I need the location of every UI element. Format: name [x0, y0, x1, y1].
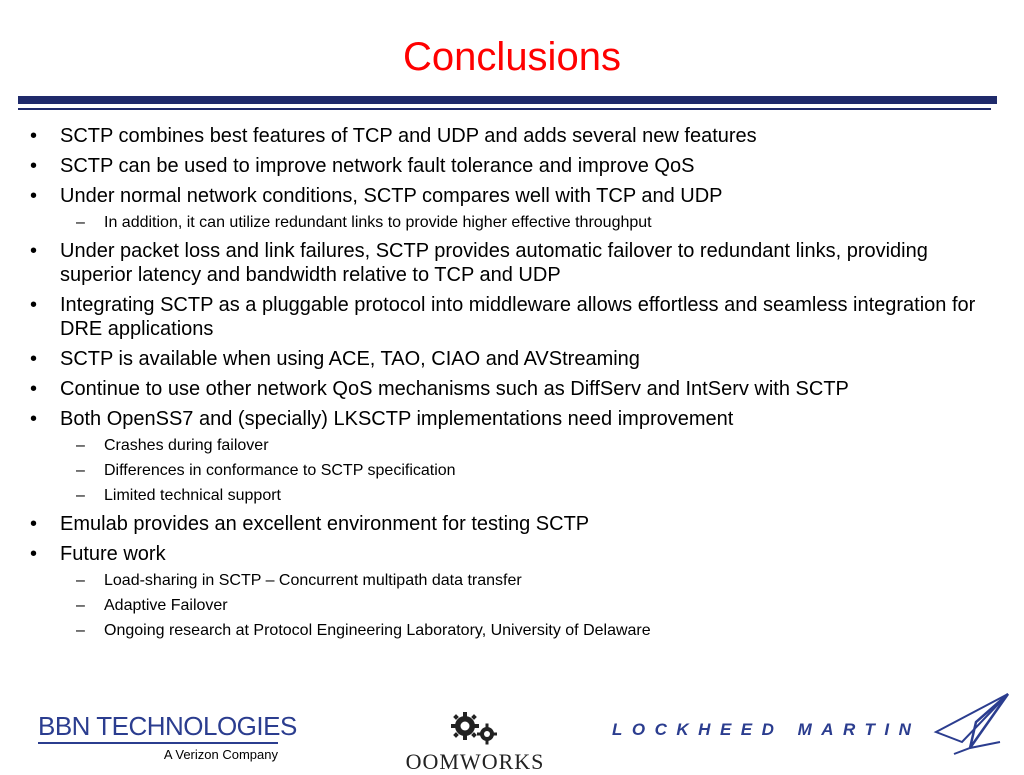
sub-bullet-marker: – — [76, 462, 85, 479]
bullet-text: SCTP is available when using ACE, TAO, CIAO and AVStreaming — [60, 348, 640, 370]
sub-bullet-item — [26, 571, 986, 591]
bbn-logo — [38, 712, 297, 762]
bullet-item — [26, 293, 986, 341]
title-divider-thin — [18, 108, 991, 110]
bullet-text: Differences in conformance to SCTP specification — [104, 462, 456, 479]
gears-icon — [445, 710, 505, 746]
sub-bullet-item — [26, 213, 986, 233]
bullet-item — [26, 347, 986, 371]
bullet-marker: • — [30, 240, 38, 262]
bullet-item — [26, 377, 986, 401]
lockheed-martin-logo-name: LOCKHEED MARTIN — [612, 720, 921, 739]
bullet-marker: • — [30, 125, 38, 147]
bullet-marker: • — [30, 348, 38, 370]
bullet-marker: • — [30, 155, 38, 177]
bbn-logo-tagline: A Verizon Company — [163, 747, 278, 762]
bullet-marker: • — [30, 378, 38, 400]
bullet-marker: • — [30, 513, 38, 535]
bbn-logo-rule — [38, 742, 278, 744]
lockheed-star-icon — [930, 692, 1012, 758]
bullet-text: Adaptive Failover — [104, 597, 228, 614]
sub-bullet-item — [26, 461, 986, 481]
bullet-text: Under packet loss and link failures, SCTP provides automatic failover to redundant links, providing superior latency and bandwidth relative to TCP and UDP — [60, 240, 928, 286]
bullet-text: Crashes during failover — [104, 437, 269, 454]
bullet-text: Both OpenSS7 and (specially) LKSCTP implementations need improvement — [60, 408, 734, 430]
bullet-text: Under normal network conditions, SCTP compares well with TCP and UDP — [60, 185, 723, 207]
sub-bullet-item — [26, 596, 986, 616]
bullet-text: In addition, it can utilize redundant links to provide higher effective throughput — [104, 214, 652, 231]
bullet-text: Ongoing research at Protocol Engineering Laboratory, University of Delaware — [104, 622, 651, 639]
sub-bullet-marker: – — [76, 572, 85, 589]
bullet-marker: • — [30, 185, 38, 207]
bullet-item — [26, 512, 986, 536]
sub-bullet-item — [26, 486, 986, 506]
bullet-item — [26, 124, 986, 148]
sub-bullet-marker: – — [76, 597, 85, 614]
sub-bullet-marker: – — [76, 214, 85, 231]
bbn-logo-name: BBN TECHNOLOGIES — [38, 711, 297, 741]
bullet-item — [26, 542, 986, 566]
bullet-text: Integrating SCTP as a pluggable protocol into middleware allows effortless and seamless integration for DRE applications — [60, 294, 976, 340]
bullet-text: SCTP combines best features of TCP and UDP and adds several new features — [60, 125, 757, 147]
footer-logos — [0, 700, 1024, 774]
title-divider-thick — [18, 96, 997, 104]
bullet-text: Limited technical support — [104, 487, 281, 504]
sub-bullet-item — [26, 436, 986, 456]
lockheed-martin-logo — [612, 692, 1012, 762]
bullet-list — [26, 124, 986, 647]
bullet-text: SCTP can be used to improve network fault tolerance and improve QoS — [60, 155, 695, 177]
sub-bullet-marker: – — [76, 437, 85, 454]
oomworks-logo-name: OOMWORKS — [405, 749, 545, 774]
bullet-marker: • — [30, 543, 38, 565]
bullet-text: Future work — [60, 543, 166, 565]
bullet-item — [26, 184, 986, 208]
bullet-item — [26, 154, 986, 178]
oomworks-logo — [404, 710, 546, 775]
sub-bullet-item — [26, 621, 986, 641]
sub-bullet-marker: – — [76, 487, 85, 504]
bullet-text: Continue to use other network QoS mechanisms such as DiffServ and IntServ with SCTP — [60, 378, 849, 400]
bullet-marker: • — [30, 294, 38, 316]
bullet-text: Load-sharing in SCTP – Concurrent multipath data transfer — [104, 572, 522, 589]
sub-bullet-marker: – — [76, 622, 85, 639]
bullet-text: Emulab provides an excellent environment for testing SCTP — [60, 513, 590, 535]
slide-title: Conclusions — [403, 35, 621, 79]
bullet-item — [26, 239, 986, 287]
bullet-item — [26, 407, 986, 431]
bullet-marker: • — [30, 408, 38, 430]
